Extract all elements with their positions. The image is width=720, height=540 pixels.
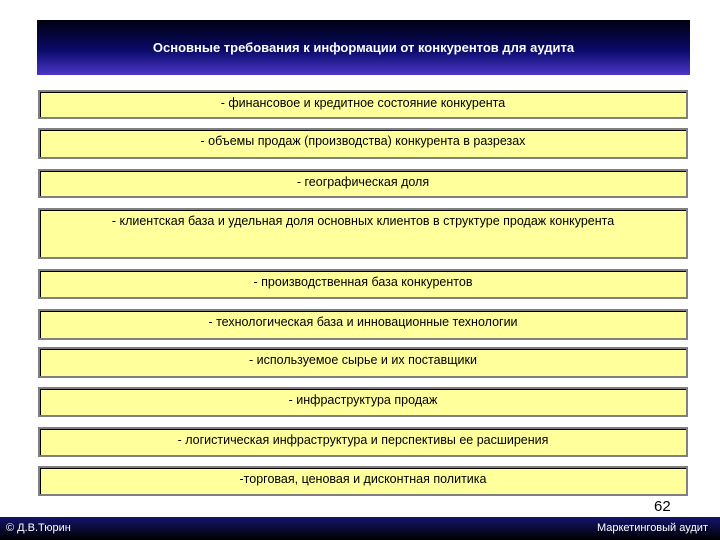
footer-author: © Д.В.Тюрин <box>6 522 71 534</box>
slide-title-banner <box>37 20 690 75</box>
requirement-item: -торговая, ценовая и дисконтная политика <box>38 466 688 496</box>
requirement-item: - технологическая база и инновационные технологии <box>38 309 688 340</box>
page-number: 62 <box>654 498 671 515</box>
requirement-item: - используемое сырье и их поставщики <box>38 347 688 378</box>
requirement-item: - логистическая инфраструктура и перспективы ее расширения <box>38 427 688 457</box>
requirement-item: - объемы продаж (производства) конкурента в разрезах <box>38 128 688 159</box>
footer-course: Маркетинговый аудит <box>596 522 708 534</box>
requirement-item: - инфраструктура продаж <box>38 387 688 417</box>
requirement-item: - клиентская база и удельная доля основных клиентов в структуре продаж конкурента <box>38 208 688 259</box>
footer-bar <box>0 517 720 540</box>
slide-title: Основные требования к информации от конкурентов для аудита <box>152 40 575 55</box>
requirement-item: - географическая доля <box>38 169 688 198</box>
requirement-item: - производственная база конкурентов <box>38 269 688 299</box>
requirement-item: - финансовое и кредитное состояние конкурента <box>38 90 688 119</box>
